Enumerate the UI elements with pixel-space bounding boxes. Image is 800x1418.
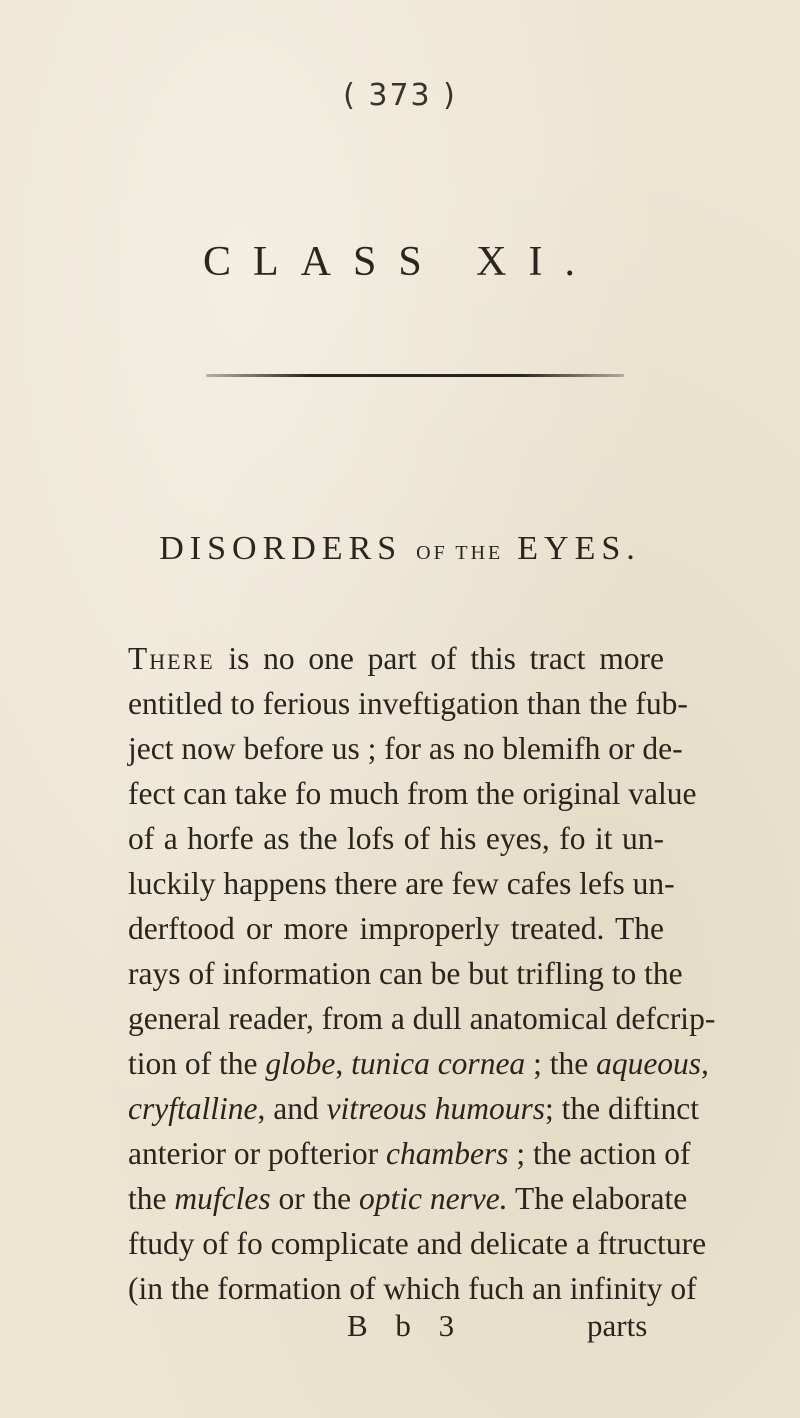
text-line: entitled to ferious inveftigation than the fub- <box>128 686 688 721</box>
text-line <box>128 1131 691 1176</box>
italic-term: vitreous humours <box>326 1091 546 1126</box>
italic-term: globe <box>265 1046 336 1081</box>
class-title: CLASS XI. <box>202 239 598 285</box>
body-paragraph <box>128 636 716 1311</box>
text-line: ftudy of fo complicate and delicate a ftructure <box>128 1226 707 1261</box>
signature-mark: B b 3 <box>347 1308 465 1343</box>
text-line: ject now before us ; for as no blemifh or de- <box>128 731 683 766</box>
text-run: ; the diftinct <box>545 1091 700 1126</box>
italic-term: aqueous, <box>596 1046 709 1081</box>
italic-term: cryftalline <box>128 1091 258 1126</box>
text-line: luckily happens there are few cafes lefs un- <box>128 866 675 901</box>
page-number: ( 373 ) <box>343 78 457 113</box>
section-title-disorders: DISORDERS <box>159 530 403 567</box>
text-line: general reader, from a dull anatomical defcrip- <box>128 1001 716 1036</box>
text-line: derftood or more improperly treated. The <box>128 911 664 946</box>
text-run: the <box>128 1181 175 1216</box>
section-title-of-the: OF THE <box>416 542 504 564</box>
page-footer <box>0 1308 800 1354</box>
text-line: fect can take fo much from the original value <box>128 776 697 811</box>
text-line <box>128 1176 688 1221</box>
italic-term: mufcles <box>174 1181 271 1216</box>
italic-term: tunica cornea <box>351 1046 526 1081</box>
text-run: , and <box>257 1091 327 1126</box>
text-line <box>128 1086 700 1131</box>
text-run: or the <box>270 1181 359 1216</box>
text-line: (in the formation of which fuch an infinity of <box>128 1271 697 1306</box>
text-line <box>128 1041 709 1086</box>
text-run: , <box>335 1046 352 1081</box>
text-line: rays of information can be but trifling to the <box>128 956 683 991</box>
opening-word: There <box>128 641 215 676</box>
text-run: tion of the <box>128 1046 266 1081</box>
text-run: ; the <box>525 1046 597 1081</box>
text-run: The elaborate <box>507 1181 688 1216</box>
italic-term: optic nerve. <box>358 1181 508 1216</box>
catchword: parts <box>587 1308 648 1343</box>
text-line <box>128 636 664 681</box>
section-title-eyes: EYES. <box>517 530 641 567</box>
italic-term: chambers <box>386 1136 509 1171</box>
text-run: is no one part of this tract more <box>214 641 664 676</box>
text-run: anterior or pofterior <box>128 1136 387 1171</box>
text-run: ; the action of <box>508 1136 691 1171</box>
section-title <box>0 530 800 568</box>
ornamental-rule <box>206 374 624 377</box>
text-line: of a horfe as the lofs of his eyes, fo it un- <box>128 821 664 856</box>
